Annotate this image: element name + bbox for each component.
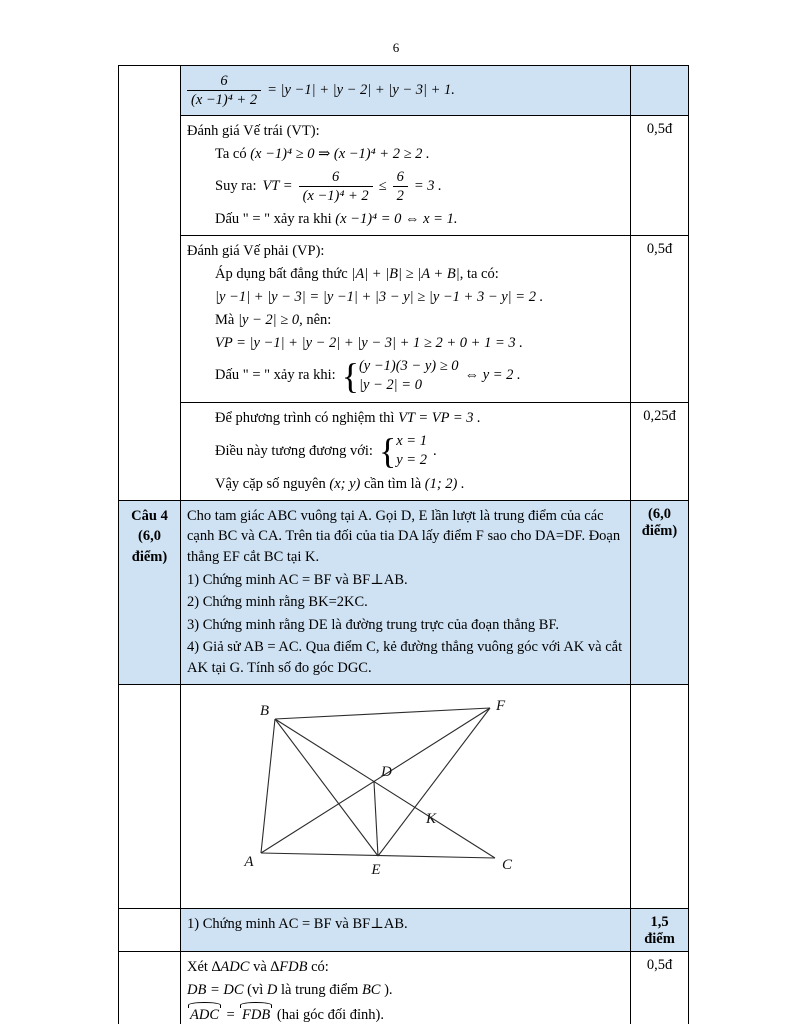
point-label-D: D bbox=[381, 763, 392, 780]
part1-label-cell-empty bbox=[119, 908, 181, 951]
text-run: và bbox=[253, 958, 267, 975]
question-number: Câu 4 bbox=[131, 507, 168, 524]
fraction bbox=[187, 72, 261, 109]
text-run: ). bbox=[384, 981, 393, 998]
math-run: (x −1)⁴ = 0 ⇔ x = 1. bbox=[335, 210, 458, 227]
text-run: Áp dụng bất đẳng thức bbox=[215, 265, 348, 282]
math-run: VT = VP = 3 . bbox=[398, 409, 481, 426]
conclusion-line2 bbox=[215, 432, 624, 471]
row2-content-cell bbox=[181, 116, 631, 235]
vp-line5 bbox=[215, 357, 624, 396]
cases-stack bbox=[359, 357, 459, 396]
question-label-cell-empty bbox=[119, 66, 181, 501]
answer-key-table bbox=[118, 65, 689, 1024]
triangle-name: ∆ADC bbox=[211, 958, 250, 975]
math-run: ⇔ y = 2 . bbox=[464, 367, 521, 384]
text-run: Xét bbox=[187, 958, 208, 975]
table-row bbox=[119, 684, 689, 908]
point-label-A: A bbox=[244, 853, 254, 870]
figure-label-cell-empty bbox=[119, 684, 181, 908]
proof-line1 bbox=[187, 957, 624, 978]
vp-title: Đánh giá Vế phải (VP): bbox=[187, 242, 325, 259]
math-run: (x −1)⁴ ≥ 0 ⇒ (x −1)⁴ + 2 ≥ 2 . bbox=[250, 146, 430, 163]
math-run: BC bbox=[361, 981, 381, 998]
math-run: (x; y) bbox=[329, 475, 361, 492]
row2-score-cell: 0,5đ bbox=[631, 116, 689, 235]
math-run: D bbox=[266, 981, 278, 998]
left-brace: { bbox=[341, 356, 359, 397]
equation-line bbox=[187, 72, 624, 109]
fraction-numerator: 6 bbox=[396, 169, 404, 186]
text-run: Dấu " = " xảy ra khi bbox=[215, 210, 332, 227]
table-row bbox=[119, 951, 689, 1024]
text-run: (hai góc đối đỉnh). bbox=[276, 1006, 384, 1023]
segment-AB bbox=[261, 719, 275, 853]
table-row bbox=[119, 235, 689, 402]
angle-with-arc: FDB bbox=[239, 1003, 273, 1024]
fraction bbox=[299, 168, 373, 205]
question-item-2: 2) Chứng minh rằng BK=2KC. bbox=[187, 594, 368, 611]
fraction-numerator: 6 bbox=[220, 73, 228, 89]
question-item-1: 1) Chứng minh AC = BF và BF⊥AB. bbox=[187, 571, 408, 588]
row3-score-cell: 0,5đ bbox=[631, 235, 689, 402]
case-line: x = 1 bbox=[396, 432, 427, 449]
segment-BE bbox=[275, 719, 378, 856]
geometry-figure bbox=[233, 696, 543, 896]
figure-score-cell-empty bbox=[631, 684, 689, 908]
vt-line3 bbox=[215, 209, 624, 230]
proof-label-cell-empty bbox=[119, 951, 181, 1024]
fraction-numerator: 6 bbox=[331, 169, 340, 186]
row4-content-cell bbox=[181, 402, 631, 500]
fraction-denominator: (x −1)⁴ + 2 bbox=[187, 90, 261, 109]
text-run: Ta có bbox=[215, 146, 247, 163]
point-label-B: B bbox=[259, 702, 269, 719]
conclusion-line1 bbox=[215, 408, 624, 429]
math-run: |A| + |B| ≥ |A + B| bbox=[351, 265, 460, 282]
segment-DE bbox=[374, 782, 378, 856]
angle-with-arc: ADC bbox=[187, 1003, 222, 1024]
equals-sign: = bbox=[225, 1006, 236, 1023]
fraction-denominator: 2 bbox=[393, 186, 408, 205]
table-row bbox=[119, 908, 689, 951]
segment-BC bbox=[275, 719, 495, 858]
text-run: Điều này tương đương với: bbox=[215, 442, 373, 459]
fraction-denominator: (x −1)⁴ + 2 bbox=[299, 186, 373, 205]
point-label-F: F bbox=[496, 697, 506, 714]
system-of-conditions bbox=[342, 357, 459, 396]
relation-sign: ≤ bbox=[378, 178, 387, 195]
question-4-statement-cell bbox=[181, 500, 631, 684]
question-item-4: 4) Giả sử AB = AC. Qua điểm C, kẻ đường thẳng vuông góc với AK và cắt AK tại G. Tính số đo góc DGC. bbox=[187, 639, 623, 676]
text-run: có: bbox=[311, 958, 329, 975]
table-row bbox=[119, 500, 689, 684]
segment-BF bbox=[275, 708, 490, 719]
math-run: = |y −1| + |y − 2| + |y − 3| + 1. bbox=[267, 81, 455, 98]
math-run: |y − 2| ≥ 0 bbox=[237, 311, 300, 328]
case-line: |y − 2| = 0 bbox=[358, 377, 422, 394]
vt-title: Đánh giá Vế trái (VT): bbox=[187, 123, 320, 140]
text-run: là trung điểm bbox=[280, 981, 359, 998]
fraction bbox=[393, 168, 408, 205]
case-line: y = 2 bbox=[396, 452, 427, 469]
text-run: Để phương trình có nghiệm thì bbox=[215, 409, 395, 426]
vp-line2: |y −1| + |y − 3| = |y −1| + |3 − y| ≥ |y −1 + 3 − y| = 2 . bbox=[215, 288, 544, 305]
question-intro: Cho tam giác ABC vuông tại A. Gọi D, E lần lượt là trung điểm của các cạnh BC và CA. Trên tia đối của tia DA lấy điểm F sao cho DA=DF. Đoạn thẳng EF cắt BC tại K. bbox=[187, 507, 621, 566]
text-run: Mà bbox=[215, 311, 235, 328]
vt-line2 bbox=[215, 168, 624, 205]
text-run: . bbox=[432, 442, 437, 459]
proof-line3 bbox=[187, 1003, 624, 1024]
row3-content-cell bbox=[181, 235, 631, 402]
part1-heading-cell bbox=[181, 908, 631, 951]
system-of-conditions bbox=[379, 432, 427, 471]
question-item-3: 3) Chứng minh rằng DE là đường trung trực của đoạn thẳng BF. bbox=[187, 616, 559, 633]
text-run: Suy ra: bbox=[215, 178, 257, 195]
case-line: (y −1)(3 − y) ≥ 0 bbox=[358, 357, 459, 374]
row1-score-cell bbox=[631, 66, 689, 116]
table-row bbox=[119, 66, 689, 116]
text-run: Vậy cặp số nguyên bbox=[215, 475, 326, 492]
text-run: Dấu " = " xảy ra khi: bbox=[215, 367, 336, 384]
left-brace: { bbox=[378, 431, 397, 472]
math-run: = 3 . bbox=[413, 178, 442, 195]
question-points: (6,0 điểm) bbox=[131, 528, 168, 565]
text-run: , nên: bbox=[299, 311, 332, 328]
row1-content-cell bbox=[181, 66, 631, 116]
table-row bbox=[119, 402, 689, 500]
figure-wrapper bbox=[233, 696, 624, 901]
text-run: , ta có: bbox=[459, 265, 499, 282]
figure-cell bbox=[181, 684, 631, 908]
cases-stack bbox=[396, 432, 427, 471]
proof-content-cell bbox=[181, 951, 631, 1024]
math-run: DB = DC bbox=[187, 981, 244, 998]
conclusion-line3 bbox=[215, 474, 624, 495]
vp-line4: VP = |y −1| + |y − 2| + |y − 3| + 1 ≥ 2 + 0 + 1 = 3 . bbox=[215, 334, 523, 351]
proof-line2 bbox=[187, 980, 624, 1001]
row4-score-cell: 0,25đ bbox=[631, 402, 689, 500]
proof-score-cell: 0,5đ bbox=[631, 951, 689, 1024]
math-run: VT = bbox=[262, 178, 293, 195]
vp-line1 bbox=[215, 264, 624, 285]
point-label-K: K bbox=[426, 810, 437, 827]
segment-EF bbox=[378, 708, 490, 856]
segment-AF bbox=[261, 708, 490, 853]
vt-line1 bbox=[215, 144, 624, 165]
math-run: (1; 2) . bbox=[424, 475, 465, 492]
table-row bbox=[119, 116, 689, 235]
text-run: cần tìm là bbox=[363, 475, 422, 492]
question-4-label-cell bbox=[119, 500, 181, 684]
page-number: 6 bbox=[392, 40, 400, 55]
part1-score-cell: 1,5 điểm bbox=[631, 908, 689, 951]
triangle-name: ∆FDB bbox=[270, 958, 308, 975]
point-label-C: C bbox=[501, 856, 513, 873]
point-label-E: E bbox=[371, 861, 381, 878]
vp-line3 bbox=[215, 310, 624, 331]
text-run: (vì bbox=[247, 981, 264, 998]
part1-heading: 1) Chứng minh AC = BF và BF⊥AB. bbox=[187, 915, 408, 932]
question-4-score-cell: (6,0 điểm) bbox=[631, 500, 689, 684]
